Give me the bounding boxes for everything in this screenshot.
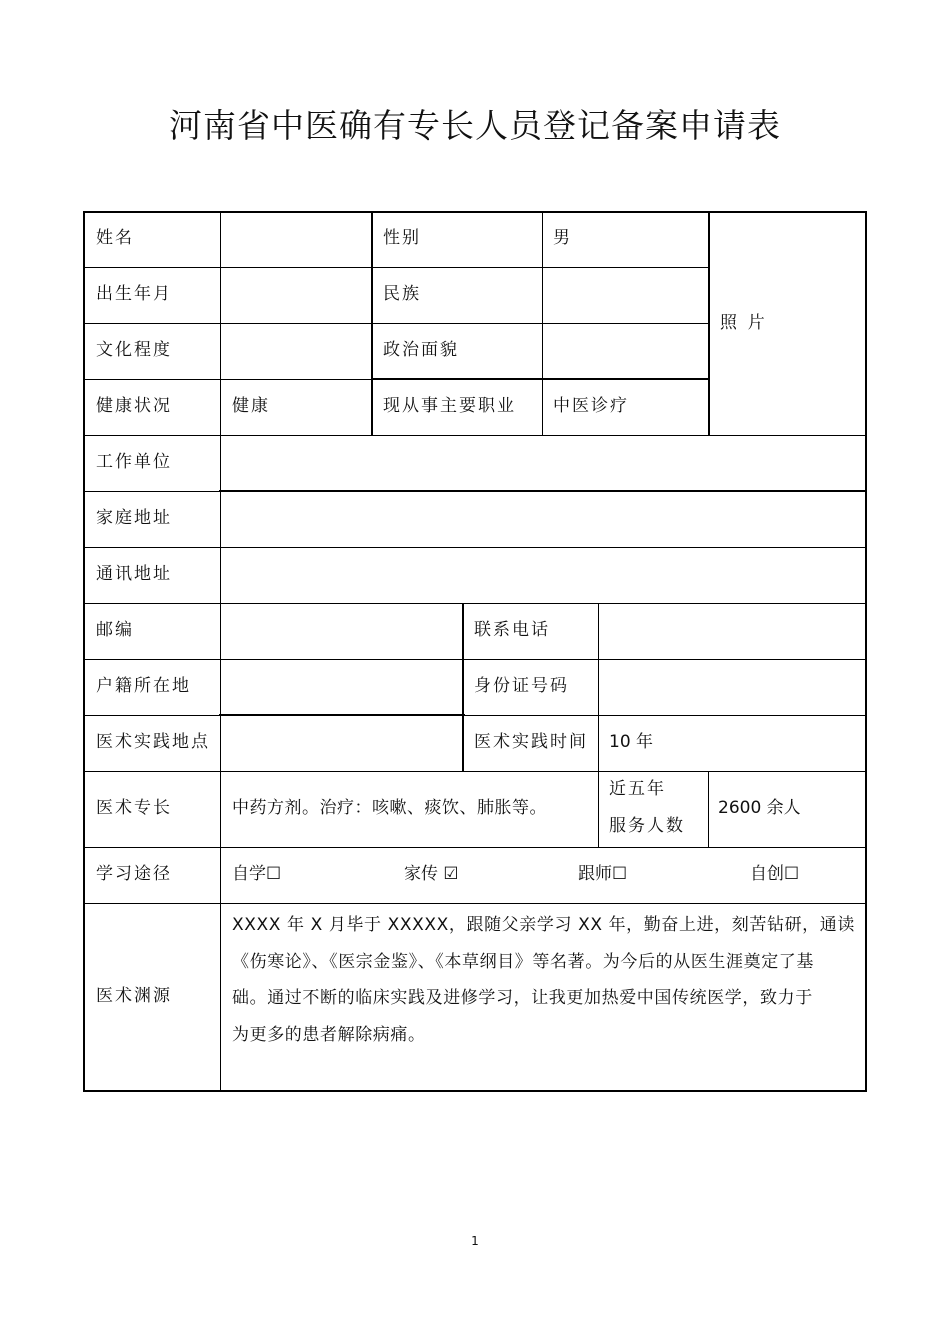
- work-unit-label: 工作单位: [96, 452, 172, 472]
- page-number: 1: [471, 1234, 479, 1248]
- study-mentor-checkbox[interactable]: 跟师☐: [578, 864, 628, 884]
- origin-line: XXXX 年 X 月毕于 XXXXX，跟随父亲学习 XX 年，勤奋上进，刻苦钻研，通读: [232, 915, 855, 935]
- education-label: 文化程度: [96, 340, 172, 360]
- study-self-taught-checkbox[interactable]: 自学☐: [232, 864, 282, 884]
- health-value: 健康: [232, 396, 270, 416]
- table-border-bottom: [83, 1090, 867, 1092]
- medical-origin-text: [232, 907, 858, 1053]
- origin-line: 础。通过不断的临床实践及进修学习，让我更加热爱中国传统医学，致力于: [232, 988, 813, 1008]
- rule: [83, 715, 867, 716]
- occupation-value: 中医诊疗: [553, 396, 629, 416]
- served-value: 2600 余人: [718, 798, 801, 818]
- health-label: 健康状况: [96, 396, 172, 416]
- table-border-right: [865, 211, 867, 1092]
- id-number-label: 身份证号码: [474, 676, 569, 696]
- political-status-label: 政治面貌: [383, 340, 459, 360]
- rule: [708, 771, 709, 847]
- specialty-value: 中药方剂。治疗：咳嗽、痰饮、肺胀等。: [232, 798, 547, 818]
- rule: [598, 603, 599, 847]
- rule: [83, 435, 867, 436]
- practice-time-value: 10 年: [609, 732, 654, 752]
- rule: [371, 211, 373, 435]
- origin-line: 《伤寒论》、《医宗金鉴》、《本草纲目》等名著。为今后的从医生涯奠定了基: [232, 951, 814, 972]
- ethnic-label: 民族: [383, 284, 421, 304]
- specialty-label: 医术专长: [96, 798, 172, 818]
- practice-place-label: 医术实践地点: [96, 732, 210, 752]
- gender-label: 性别: [383, 228, 421, 248]
- rule: [83, 903, 867, 904]
- rule: [372, 378, 710, 380]
- form-title: 河南省中医确有专长人员登记备案申请表: [169, 106, 781, 145]
- rule: [83, 603, 867, 604]
- home-address-label: 家庭地址: [96, 508, 172, 528]
- study-family-checkbox[interactable]: 家传 ☑: [404, 864, 459, 884]
- rule: [83, 323, 710, 324]
- rule: [462, 603, 464, 771]
- mailing-address-label: 通讯地址: [96, 564, 172, 584]
- study-path-label: 学习途径: [96, 864, 172, 884]
- gender-value: 男: [553, 228, 570, 248]
- rule: [83, 659, 867, 660]
- rule: [83, 267, 710, 268]
- rule: [708, 211, 710, 435]
- table-border-top: [83, 211, 867, 213]
- practice-time-label: 医术实践时间: [474, 732, 588, 752]
- rule: [542, 211, 543, 435]
- rule: [83, 491, 221, 492]
- rule: [83, 771, 867, 772]
- rule: [83, 547, 867, 548]
- photo-placeholder: 照 片: [720, 313, 765, 333]
- rule: [83, 379, 373, 380]
- served-label-line2: 服务人数: [609, 816, 685, 836]
- rule: [220, 211, 221, 1091]
- postcode-label: 邮编: [96, 620, 134, 640]
- table-border-left: [83, 211, 85, 1092]
- rule: [83, 847, 867, 848]
- household-register-label: 户籍所在地: [96, 676, 191, 696]
- origin-line: 为更多的患者解除病痛。: [232, 1024, 426, 1045]
- study-self-created-checkbox[interactable]: 自创☐: [750, 864, 800, 884]
- phone-label: 联系电话: [474, 620, 550, 640]
- name-label: 姓名: [96, 228, 134, 248]
- birth-label: 出生年月: [96, 284, 172, 304]
- rule: [219, 490, 867, 492]
- served-label-line1: 近五年: [609, 779, 666, 799]
- medical-origin-label: 医术渊源: [96, 986, 172, 1006]
- occupation-label: 现从事主要职业: [383, 396, 516, 416]
